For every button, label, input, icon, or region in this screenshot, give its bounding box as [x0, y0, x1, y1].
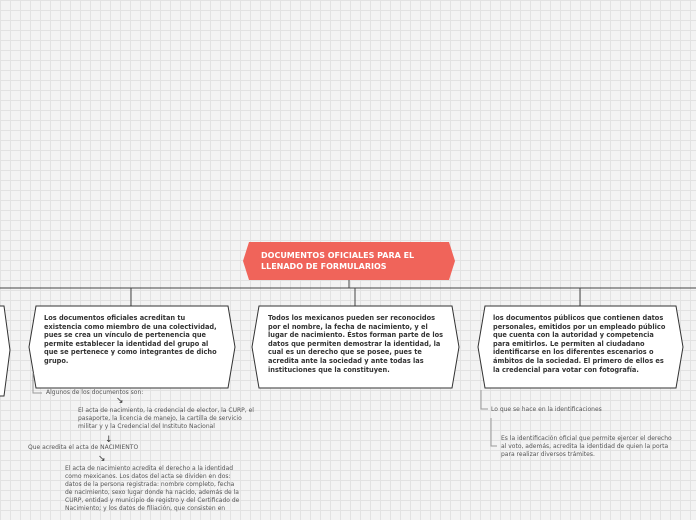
sub-topic-identifications[interactable]: Lo que se hace en la identificaciones: [491, 406, 602, 413]
arrow-down-icon: ↓: [105, 435, 113, 445]
sub-topic-birth-certificate[interactable]: Que acredita el acta de NACIMIENTO: [28, 444, 139, 451]
branch-1-text[interactable]: Los documentos oficiales acreditan tu existencia como miembro de una colectividad, pues se crea un vínculo de pertenencia que permite establecer la identidad del grupo al que se pertenece y como integrantes de dicho grupo.: [44, 314, 217, 365]
central-topic[interactable]: [243, 242, 455, 280]
sub-detail-identifications[interactable]: Es la identificación oficial que permite ejercer el derecho al voto, además, acredita la identidad de quien la porta para realizar diversos trámites.: [501, 435, 672, 458]
branch-2-text[interactable]: Todos los mexicanos pueden ser reconocidos por el nombre, la fecha de nacimiento, y el lugar de nacimiento. Éstos forman parte de los datos que permiten demostrar la identidad, la cual es un derecho que se posee, pues te acredita ante la sociedad y ante todas las instituciones que la constituyen.: [268, 314, 444, 374]
right-sub-connector-2: [491, 418, 497, 446]
sub-detail-birth-certificate[interactable]: El acta de nacimiento acredita el derecho a la identidad como mexicanos. Los datos del acta se dividen en dos: datos de la persona registrada: nombre completo, fecha de nacimiento, sexo lugar donde ha nacido, además de la CURP, entidad y municipio de registro y del Certificado de Nacimiento; y los datos de filiación, que consisten en: [65, 465, 240, 512]
partial-left-node-shape: [0, 306, 10, 396]
central-topic-title: DOCUMENTOS OFICIALES PARA EL LLENADO DE FORMULARIOS: [261, 251, 415, 271]
branch-3-text[interactable]: los documentos públicos que contienen datos personales, emitidos por un empleado público que cuenta con la autoridad y competencia para emitirlos. Le permiten al ciudadano identificarse en los diferentes escenarios o ámbitos de la sociedad. El primero de ellos es la credencial para votar con fotografía.: [493, 314, 666, 374]
sub-topic-documents-list[interactable]: Algunos de los documentos son:: [46, 389, 144, 396]
arrow-down-right-icon: ↘: [98, 454, 106, 464]
arrow-down-right-icon: ↘: [116, 396, 124, 406]
right-sub-connector-1: [481, 390, 488, 409]
sub-detail-documents[interactable]: El acta de nacimiento, la credencial de elector, la CURP, el pasaporte, la licencia de manejo, la cartilla de servicio militar y y la Credencial del Instituto Nacional: [78, 407, 254, 430]
